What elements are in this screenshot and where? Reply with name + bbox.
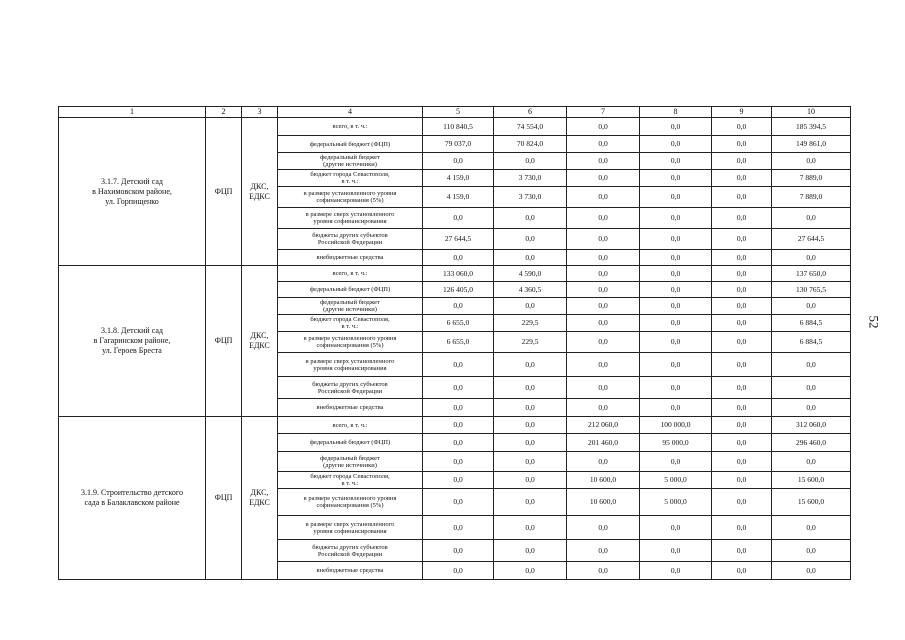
header-cell: 7 [567,107,640,118]
amount-cell: 5 000,0 [640,472,712,489]
amount-cell: 74 554,0 [494,118,567,136]
amount-cell: 0,0 [567,187,640,208]
amount-cell: 0,0 [772,452,851,472]
amount-cell: 0,0 [494,562,567,580]
amount-cell: 4 159,0 [423,170,494,187]
header-cell: 3 [242,107,278,118]
amount-cell: 0,0 [423,452,494,472]
amount-cell: 0,0 [712,282,772,298]
amount-cell: 0,0 [567,377,640,399]
funding-source-cell: всего, в т. ч.: [278,417,423,434]
amount-cell: 0,0 [567,353,640,377]
amount-cell: 0,0 [712,516,772,540]
amount-cell: 0,0 [640,208,712,229]
funding-source-cell: в размере установленного уровня софинансирования (5%) [278,187,423,208]
funding-source-cell: внебюджетные средства [278,562,423,580]
amount-cell: 5 000,0 [640,489,712,516]
amount-cell: 0,0 [423,298,494,315]
funding-source-cell: бюджет города Севастополя, в т. ч.: [278,170,423,187]
amount-cell: 0,0 [567,266,640,282]
amount-cell: 0,0 [712,250,772,266]
amount-cell: 27 644,5 [772,229,851,250]
amount-cell: 0,0 [640,282,712,298]
program-cell: ФЦП [206,266,242,417]
amount-cell: 0,0 [494,153,567,170]
funding-source-cell: федеральный бюджет (другие источники) [278,452,423,472]
amount-cell: 0,0 [423,399,494,417]
amount-cell: 0,0 [567,136,640,153]
funding-source-cell: федеральный бюджет (ФЦП) [278,136,423,153]
project-name-cell: 3.1.8. Детский сад в Гагаринском районе, ул. Героев Бреста [59,266,206,417]
amount-cell: 0,0 [772,399,851,417]
funding-source-cell: федеральный бюджет (другие источники) [278,298,423,315]
amount-cell: 0,0 [567,452,640,472]
funding-source-cell: бюджеты других субъектов Российской Федерации [278,377,423,399]
amount-cell: 0,0 [712,298,772,315]
amount-cell: 0,0 [772,353,851,377]
amount-cell: 130 765,5 [772,282,851,298]
amount-cell: 15 600,0 [772,472,851,489]
amount-cell: 137 650,0 [772,266,851,282]
amount-cell: 0,0 [423,417,494,434]
amount-cell: 0,0 [772,377,851,399]
amount-cell: 0,0 [712,353,772,377]
header-cell: 8 [640,107,712,118]
program-cell: ФЦП [206,118,242,266]
amount-cell: 0,0 [494,208,567,229]
amount-cell: 0,0 [772,540,851,562]
funding-source-cell: внебюджетные средства [278,399,423,417]
amount-cell: 0,0 [567,562,640,580]
amount-cell: 0,0 [567,540,640,562]
amount-cell: 229,5 [494,332,567,353]
amount-cell: 0,0 [423,516,494,540]
amount-cell: 185 394,5 [772,118,851,136]
amount-cell: 0,0 [712,187,772,208]
amount-cell: 0,0 [772,516,851,540]
amount-cell: 0,0 [640,332,712,353]
amount-cell: 0,0 [640,187,712,208]
amount-cell: 0,0 [640,399,712,417]
amount-cell: 0,0 [494,353,567,377]
amount-cell: 0,0 [567,282,640,298]
header-cell: 5 [423,107,494,118]
amount-cell: 149 861,0 [772,136,851,153]
funding-source-cell: в размере сверх установленного уровня софинансирования [278,516,423,540]
amount-cell: 0,0 [712,540,772,562]
amount-cell: 6 655,0 [423,315,494,332]
amount-cell: 0,0 [712,472,772,489]
page-number: 52 [866,315,882,329]
amount-cell: 3 730,0 [494,187,567,208]
amount-cell: 0,0 [640,452,712,472]
amount-cell: 0,0 [712,208,772,229]
funding-source-cell: всего, в т. ч.: [278,118,423,136]
amount-cell: 0,0 [712,229,772,250]
amount-cell: 15 600,0 [772,489,851,516]
amount-cell: 0,0 [567,229,640,250]
table-row [59,417,851,434]
amount-cell: 0,0 [423,153,494,170]
amount-cell: 0,0 [494,540,567,562]
amount-cell: 0,0 [423,472,494,489]
amount-cell: 27 644,5 [423,229,494,250]
amount-cell: 95 000,0 [640,434,712,452]
amount-cell: 0,0 [567,208,640,229]
funding-source-cell: федеральный бюджет (ФЦП) [278,282,423,298]
amount-cell: 0,0 [423,377,494,399]
amount-cell: 0,0 [423,489,494,516]
amount-cell: 0,0 [772,250,851,266]
amount-cell: 0,0 [567,399,640,417]
amount-cell: 0,0 [494,472,567,489]
amount-cell: 110 840,5 [423,118,494,136]
project-name-cell: 3.1.9. Строительство детского сада в Балаклавском районе [59,417,206,580]
amount-cell: 6 655,0 [423,332,494,353]
program-cell: ФЦП [206,417,242,580]
budget-table [58,106,851,580]
amount-cell: 0,0 [712,332,772,353]
amount-cell: 6 884,5 [772,315,851,332]
amount-cell: 0,0 [712,562,772,580]
amount-cell: 10 600,0 [567,472,640,489]
funding-source-cell: бюджеты других субъектов Российской Федерации [278,540,423,562]
executor-cell: ДКС, ЕДКС [242,266,278,417]
amount-cell: 0,0 [494,417,567,434]
project-name-cell: 3.1.7. Детский сад в Нахимовском районе, ул. Горпищенко [59,118,206,266]
amount-cell: 0,0 [640,516,712,540]
amount-cell: 0,0 [712,417,772,434]
header-cell: 6 [494,107,567,118]
amount-cell: 4 590,0 [494,266,567,282]
amount-cell: 0,0 [423,562,494,580]
header-cell: 2 [206,107,242,118]
amount-cell: 0,0 [640,540,712,562]
amount-cell: 6 884,5 [772,332,851,353]
funding-source-cell: в размере установленного уровня софинансирования (5%) [278,489,423,516]
funding-source-cell: внебюджетные средства [278,250,423,266]
amount-cell: 0,0 [712,118,772,136]
funding-source-cell: федеральный бюджет (ФЦП) [278,434,423,452]
amount-cell: 0,0 [712,489,772,516]
amount-cell: 79 037,0 [423,136,494,153]
amount-cell: 0,0 [712,434,772,452]
amount-cell: 7 889,0 [772,170,851,187]
funding-source-cell: в размере сверх установленного уровня софинансирования [278,353,423,377]
amount-cell: 0,0 [640,266,712,282]
table-body [59,118,851,580]
amount-cell: 0,0 [712,377,772,399]
amount-cell: 3 730,0 [494,170,567,187]
amount-cell: 0,0 [640,562,712,580]
amount-cell: 0,0 [494,399,567,417]
amount-cell: 0,0 [640,250,712,266]
header-row [59,107,851,118]
amount-cell: 0,0 [640,118,712,136]
amount-cell: 0,0 [640,153,712,170]
funding-source-cell: федеральный бюджет (другие источники) [278,153,423,170]
funding-source-cell: всего, в т. ч.: [278,266,423,282]
amount-cell: 4 159,0 [423,187,494,208]
amount-cell: 0,0 [567,118,640,136]
amount-cell: 0,0 [712,399,772,417]
amount-cell: 0,0 [423,434,494,452]
amount-cell: 0,0 [640,353,712,377]
amount-cell: 212 060,0 [567,417,640,434]
amount-cell: 229,5 [494,315,567,332]
amount-cell: 0,0 [567,298,640,315]
amount-cell: 312 060,0 [772,417,851,434]
funding-source-cell: бюджет города Севастополя, в т. ч.: [278,315,423,332]
amount-cell: 0,0 [712,136,772,153]
header-cell: 9 [712,107,772,118]
amount-cell: 0,0 [640,298,712,315]
executor-cell: ДКС, ЕДКС [242,417,278,580]
table-row [59,118,851,136]
amount-cell: 0,0 [640,136,712,153]
amount-cell: 0,0 [494,250,567,266]
amount-cell: 0,0 [772,153,851,170]
amount-cell: 296 460,0 [772,434,851,452]
amount-cell: 0,0 [567,332,640,353]
amount-cell: 0,0 [423,540,494,562]
header-cell: 10 [772,107,851,118]
amount-cell: 0,0 [423,250,494,266]
funding-source-cell: бюджет города Севастополя, в т. ч.: [278,472,423,489]
amount-cell: 0,0 [772,208,851,229]
amount-cell: 70 824,0 [494,136,567,153]
amount-cell: 0,0 [567,250,640,266]
amount-cell: 0,0 [772,298,851,315]
amount-cell: 126 405,0 [423,282,494,298]
amount-cell: 0,0 [712,153,772,170]
amount-cell: 100 000,0 [640,417,712,434]
amount-cell: 0,0 [494,516,567,540]
amount-cell: 10 600,0 [567,489,640,516]
amount-cell: 0,0 [712,315,772,332]
amount-cell: 0,0 [494,229,567,250]
amount-cell: 0,0 [494,377,567,399]
funding-source-cell: бюджеты других субъектов Российской Федерации [278,229,423,250]
amount-cell: 0,0 [567,153,640,170]
amount-cell: 7 889,0 [772,187,851,208]
amount-cell: 0,0 [567,315,640,332]
amount-cell: 0,0 [772,562,851,580]
amount-cell: 0,0 [494,434,567,452]
header-cell: 1 [59,107,206,118]
amount-cell: 0,0 [712,266,772,282]
amount-cell: 0,0 [423,353,494,377]
amount-cell: 0,0 [640,377,712,399]
amount-cell: 4 360,5 [494,282,567,298]
amount-cell: 0,0 [494,452,567,472]
amount-cell: 0,0 [494,489,567,516]
amount-cell: 0,0 [640,170,712,187]
executor-cell: ДКС, ЕДКС [242,118,278,266]
amount-cell: 0,0 [567,170,640,187]
amount-cell: 0,0 [494,298,567,315]
header-cell: 4 [278,107,423,118]
funding-source-cell: в размере сверх установленного уровня софинансирования [278,208,423,229]
amount-cell: 0,0 [640,315,712,332]
table-row [59,266,851,282]
funding-source-cell: в размере установленного уровня софинансирования (5%) [278,332,423,353]
amount-cell: 0,0 [567,516,640,540]
amount-cell: 0,0 [712,170,772,187]
amount-cell: 201 460,0 [567,434,640,452]
amount-cell: 133 060,0 [423,266,494,282]
amount-cell: 0,0 [423,208,494,229]
amount-cell: 0,0 [640,229,712,250]
amount-cell: 0,0 [712,452,772,472]
